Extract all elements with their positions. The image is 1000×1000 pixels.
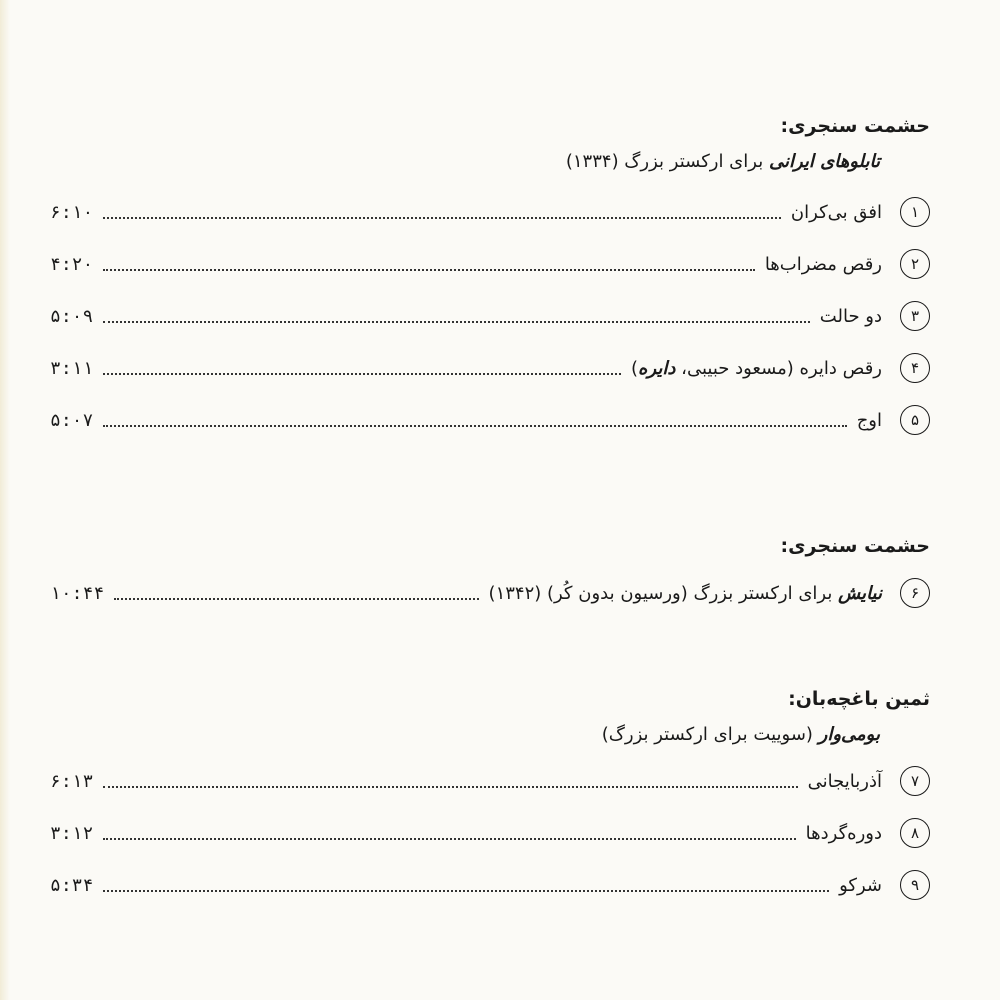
dot-leader — [103, 321, 809, 323]
work-title-italic: تابلوهای ایرانی — [768, 151, 880, 172]
track-duration: ۶:۱۰ — [50, 201, 94, 223]
track-row — [50, 238, 930, 290]
dot-leader — [103, 373, 621, 375]
track-row — [50, 807, 930, 859]
dot-leader — [103, 786, 797, 788]
dot-leader — [103, 269, 754, 271]
track-title: رقص مضراب‌ها — [764, 253, 882, 275]
track-row — [50, 186, 930, 238]
track-title: دوره‌گردها — [805, 822, 882, 844]
section-1 — [50, 115, 930, 446]
track-number: ۷ — [900, 766, 930, 796]
track-title: دو حالت — [819, 305, 882, 327]
section-3 — [50, 688, 930, 911]
composer-name: حشمت سنجری: — [780, 535, 930, 557]
track-duration: ۳:۱۲ — [50, 822, 94, 844]
track-duration: ۱۰:۴۴ — [50, 582, 105, 604]
dot-leader — [103, 890, 829, 892]
track-row — [50, 290, 930, 342]
track-title — [631, 358, 882, 379]
track-title-part: ) — [631, 357, 639, 379]
track-duration: ۵:۰۷ — [50, 409, 94, 431]
track-number: ۱ — [900, 197, 930, 227]
track-row — [50, 755, 930, 807]
work-title — [50, 151, 930, 172]
track-row — [50, 859, 930, 911]
dot-leader — [103, 838, 795, 840]
track-duration: ۳:۱۱ — [50, 357, 94, 379]
track-duration: ۵:۳۴ — [50, 874, 94, 896]
dot-leader — [103, 425, 846, 427]
composer-name: ثمین باغچه‌بان: — [788, 688, 930, 710]
dot-leader — [103, 217, 781, 219]
page-edge — [0, 0, 10, 1000]
track-duration: ۴:۲۰ — [50, 253, 94, 275]
track-title-italic: دایره — [638, 357, 676, 379]
track-number: ۴ — [900, 353, 930, 383]
track-title: اوج — [856, 409, 882, 431]
track-title — [489, 583, 882, 604]
dot-leader — [114, 598, 478, 600]
work-title — [50, 724, 930, 745]
track-title-part: برای ارکستر بزرگ (ورسیون بدون کُر) (۱۳۴۲) — [488, 582, 839, 604]
track-title: شرکو — [839, 874, 882, 896]
track-row — [50, 394, 930, 446]
track-title: آذربایجانی — [807, 770, 882, 792]
track-row — [50, 342, 930, 394]
section-2 — [50, 535, 930, 619]
track-number: ۳ — [900, 301, 930, 331]
track-number: ۸ — [900, 818, 930, 848]
track-title-part: رقص دایره (مسعود حبیبی، — [675, 357, 882, 379]
track-number: ۵ — [900, 405, 930, 435]
track-duration: ۶:۱۳ — [50, 770, 94, 792]
work-title-rest: برای ارکستر بزرگ (۱۳۳۴) — [565, 151, 769, 172]
composer-name: حشمت سنجری: — [780, 115, 930, 137]
track-duration: ۵:۰۹ — [50, 305, 94, 327]
work-title-rest: (سوییت برای ارکستر بزرگ) — [601, 724, 819, 745]
work-title-italic: بومی‌وار — [818, 724, 880, 745]
track-title-italic: نیایش — [838, 582, 882, 604]
track-number: ۶ — [900, 578, 930, 608]
track-title: افق بی‌کران — [790, 201, 882, 223]
track-row — [50, 567, 930, 619]
track-number: ۲ — [900, 249, 930, 279]
track-number: ۹ — [900, 870, 930, 900]
